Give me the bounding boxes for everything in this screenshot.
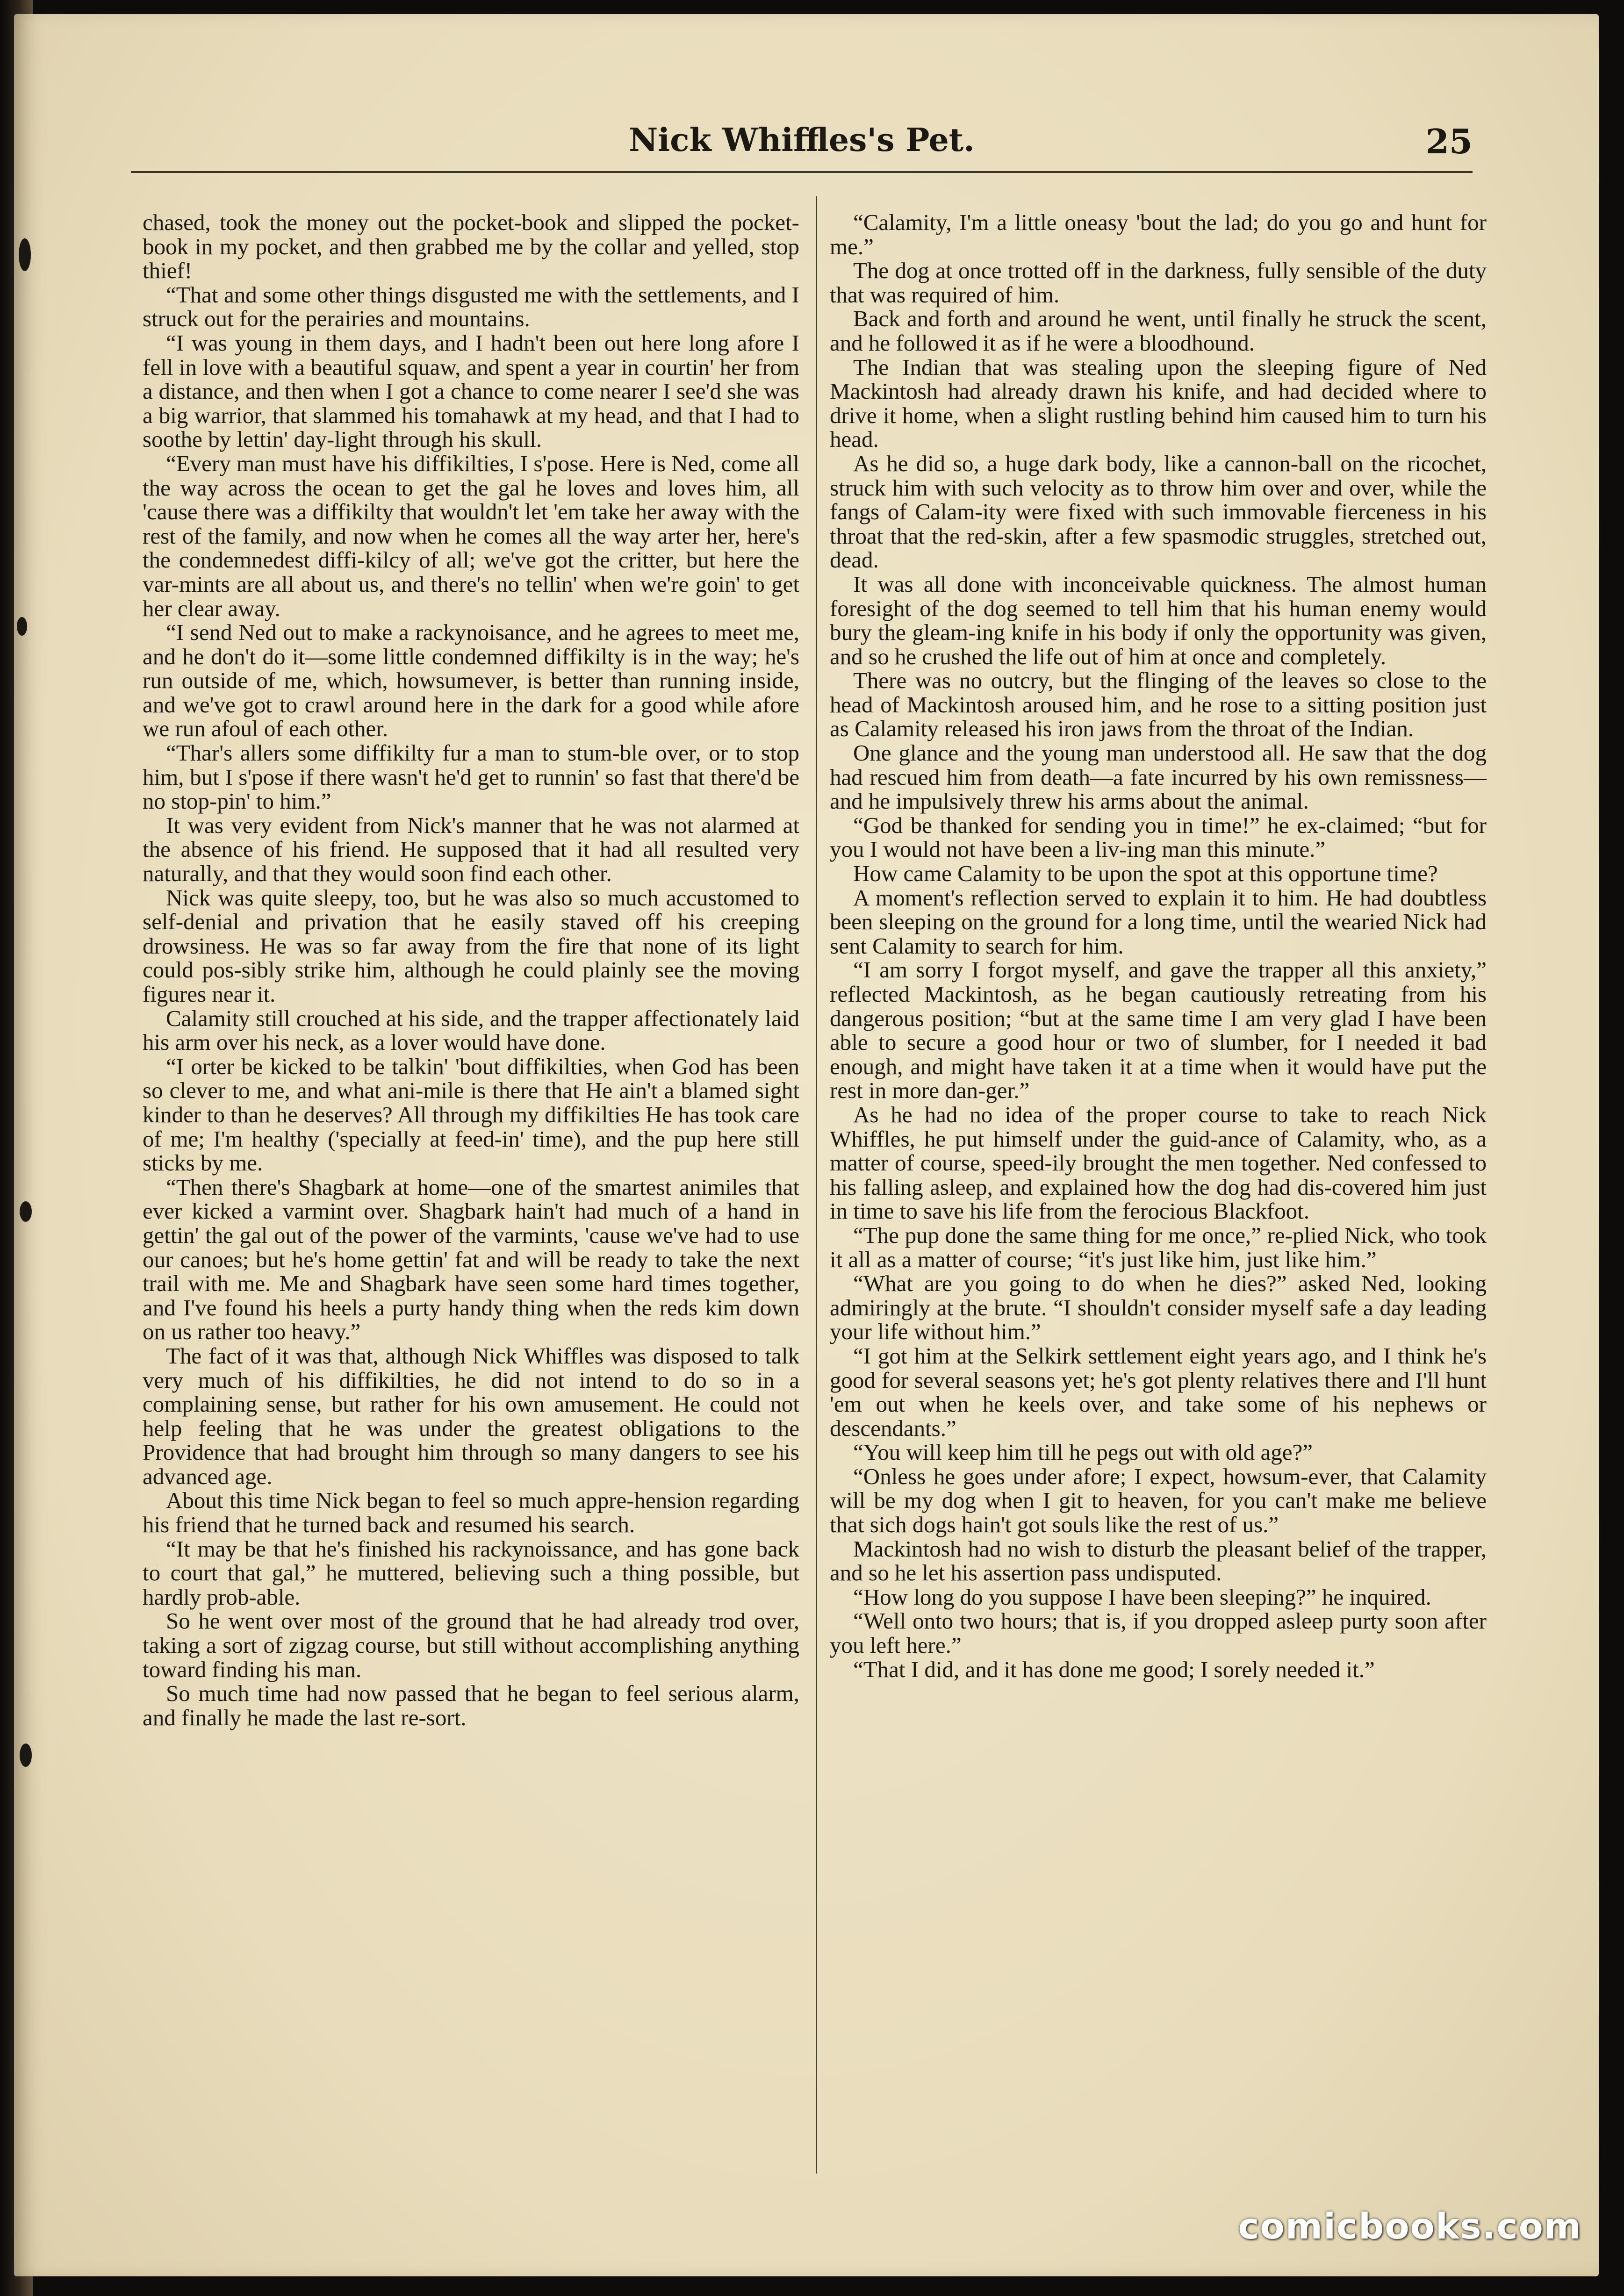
paragraph: chased, took the money out the pocket-book and slipped the pocket-book in my pocket, and then grabbed me by the collar and yelled, stop thief! xyxy=(143,209,799,284)
paragraph: So much time had now passed that he began to feel serious alarm, and finally he made the last re-sort. xyxy=(143,1680,799,1730)
paragraph: “I orter be kicked to be talkin' 'bout diffikilties, when God has been so clever to me, and what ani-mile is there that He ain't a blamed sight kinder to than he deserves? All through my diffikilties He has took care of me; I'm healthy ('specially at feed-in' time), and the pup here still sticks by me. xyxy=(143,1053,799,1176)
paragraph: “I got him at the Selkirk settlement eight years ago, and I think he's good for several seasons yet; he's got plenty relatives there and I'll hunt 'em out when he keels over, and take some of his nephews or descendants.” xyxy=(830,1342,1487,1441)
paragraph: There was no outcry, but the flinging of the leaves so close to the head of Mackintosh aroused him, and he rose to a sitting position just as Calamity released his iron jaws from the throat of the Indian. xyxy=(830,667,1487,742)
paragraph: The Indian that was stealing upon the sleeping figure of Ned Mackintosh had already drawn his knife, and had decided where to drive it home, when a slight rustling behind him caused him to turn his head. xyxy=(830,354,1487,452)
page-title: Nick Whiffles's Pet. xyxy=(629,122,975,159)
paragraph: “Well onto two hours; that is, if you dropped asleep purty soon after you left here.” xyxy=(830,1608,1487,1658)
paragraph: “I send Ned out to make a rackynoisance, and he agrees to meet me, and he don't do it—some little condemned diffikilty is in the way; he's run outside of me, which, howsumever, is better than running inside, and we've got to crawl around here in the dark for a good while afore we run afoul of each other. xyxy=(143,619,799,742)
watermark: comicbooks.com xyxy=(1238,2205,1582,2247)
column-divider xyxy=(816,196,817,2174)
binding-hole xyxy=(20,1201,32,1222)
paragraph: The dog at once trotted off in the darkness, fully sensible of the duty that was required of him. xyxy=(830,258,1487,308)
paragraph: “How long do you suppose I have been sleeping?” he inquired. xyxy=(853,1584,1431,1610)
paragraph: How came Calamity to be upon the spot at this opportune time? xyxy=(853,861,1438,887)
paragraph: “The pup done the same thing for me once,” re-plied Nick, who took it all as a matter of course; “it's just like him, just like him.” xyxy=(830,1222,1487,1272)
paragraph: As he did so, a huge dark body, like a cannon-ball on the ricochet, struck him with such velocity as to throw him over and over, while the fangs of Calam-ity were fixed with such immovable fierceness in his throat that the red-skin, after a few spasmodic struggles, stretched out, dead. xyxy=(830,450,1487,573)
paragraph: “I am sorry I forgot myself, and gave the trapper all this anxiety,” reflected Mackintosh, as he began cautiously retreating from his dangerous position; “but at the same time I am very glad I have been able to secure a good hour or two of slumber, for I needed it bad enough, and might have taken it at a time when it would have put the rest in more dan-ger.” xyxy=(830,957,1487,1104)
paragraph: As he had no idea of the proper course to take to reach Nick Whiffles, he put himself under the guid-ance of Calamity, who, as a matter of course, speed-ily brought the men together. Ned confessed to his falling asleep, and explained how the dog had dis-covered him just in time to save his life from the ferocious Blackfoot. xyxy=(830,1101,1487,1224)
paragraph: Mackintosh had no wish to disturb the pleasant belief of the trapper, and so he let his assertion pass undisputed. xyxy=(830,1535,1487,1586)
binding-hole xyxy=(17,617,27,636)
right-column xyxy=(830,210,1487,1681)
paragraph: Calamity still crouched at his side, and the trapper affectionately laid his arm over his neck, as a lover would have done. xyxy=(143,1005,799,1055)
binding-hole xyxy=(20,1744,32,1767)
header-rule xyxy=(131,171,1473,173)
paragraph: “Thar's allers some diffikilty fur a man to stum-ble over, or to stop him, but I s'pose if there wasn't he'd get to runnin' so fast that there'd be no stop-pin' to him.” xyxy=(143,740,799,814)
running-header xyxy=(131,108,1473,173)
paragraph: “Every man must have his diffikilties, I s'pose. Here is Ned, come all the way across the ocean to get the gal he loves and loves him, all 'cause there was a diffikilty that wouldn't let 'em take her away with the rest of the family, and now when he comes all the way arter her, here's the condemnedest diffi-kilcy of all; we've got the critter, but here the var-mints are all about us, and there's no tellin' when we're goin' to get her clear away. xyxy=(143,450,799,621)
left-column xyxy=(143,210,799,1729)
paragraph: Back and forth and around he went, until finally he struck the scent, and he followed it as if he were a bloodhound. xyxy=(830,306,1487,356)
paragraph: “Onless he goes under afore; I expect, howsum-ever, that Calamity will be my dog when I git to heaven, for you can't make me believe that sich dogs hain't got souls like the rest of us.” xyxy=(830,1463,1487,1538)
paragraph: So he went over most of the ground that he had already trod over, taking a sort of zigzag course, but still without accomplishing anything toward finding his man. xyxy=(143,1608,799,1682)
paragraph: “Calamity, I'm a little oneasy 'bout the lad; do you go and hunt for me.” xyxy=(830,209,1487,259)
paragraph: “It may be that he's finished his rackynoissance, and has gone back to court that gal,” he muttered, believing such a thing possible, but hardly prob-able. xyxy=(143,1535,799,1610)
paragraph: “You will keep him till he pegs out with old age?” xyxy=(853,1439,1313,1465)
paragraph: Nick was quite sleepy, too, but he was also so much accustomed to self-denial and privation that he easily staved off his creeping drowsiness. He was so far away from the fire that none of its light could pos-sibly strike him, although he could plainly see the moving figures near it. xyxy=(143,884,799,1007)
paragraph: One glance and the young man understood all. He saw that the dog had rescued him from death—a fate incurred by his own remissness—and he impulsively threw his arms about the animal. xyxy=(830,740,1487,814)
paragraph: A moment's reflection served to explain it to him. He had doubtless been sleeping on the ground for a long time, until the wearied Nick had sent Calamity to search for him. xyxy=(830,884,1487,959)
paragraph: It was very evident from Nick's manner that he was not alarmed at the absence of his friend. He supposed that it had all resulted very naturally, and that they would soon find each other. xyxy=(143,812,799,887)
paragraph: “I was young in them days, and I hadn't been out here long afore I fell in love with a beautiful squaw, and spent a year in courtin' her from a distance, and then when I got a chance to come nearer I see'd she was a big warrior, that slammed his tomahawk at my head, and that I had to soothe by lettin' day-light through his skull. xyxy=(143,330,799,452)
page-number: 25 xyxy=(1425,122,1473,161)
paragraph: “What are you going to do when he dies?” asked Ned, looking admiringly at the brute. “I shouldn't consider myself safe a day leading your life without him.” xyxy=(830,1270,1487,1345)
paragraph: “God be thanked for sending you in time!” he ex-claimed; “but for you I would not have been a liv-ing man this minute.” xyxy=(830,812,1487,862)
paragraph: “That and some other things disgusted me with the settlements, and I struck out for the perairies and mountains. xyxy=(143,281,799,332)
page xyxy=(14,14,1599,2276)
paragraph: The fact of it was that, although Nick Whiffles was disposed to talk very much of his diffikilties, he did not intend to do so in a complaining sense, but rather for his own amusement. He could not help feeling that he was under the greatest obligations to the Providence that had brought him through so many dangers to see his advanced age. xyxy=(143,1342,799,1489)
paragraph: “That I did, and it has done me good; I sorely needed it.” xyxy=(853,1656,1375,1682)
paragraph: It was all done with inconceivable quickness. The almost human foresight of the dog seemed to tell him that his human enemy would bury the gleam-ing knife in his body if only the opportunity was given, and so he crushed the life out of him at once and completely. xyxy=(830,571,1487,669)
paragraph: About this time Nick began to feel so much appre-hension regarding his friend that he turned back and resumed his search. xyxy=(143,1487,799,1538)
binding-hole xyxy=(19,238,31,271)
paragraph: “Then there's Shagbark at home—one of the smartest animiles that ever kicked a varmint over. Shagbark hain't had much of a hand in gettin' the gal out of the power of the varmints, 'cause we've had to use our canoes; but he's home gettin' fat and will be ready to take the next trail with me. Me and Shagbark have seen some hard times together, and I've found his heels a purty handy thing when the reds kim down on us rather too heavy.” xyxy=(143,1174,799,1345)
